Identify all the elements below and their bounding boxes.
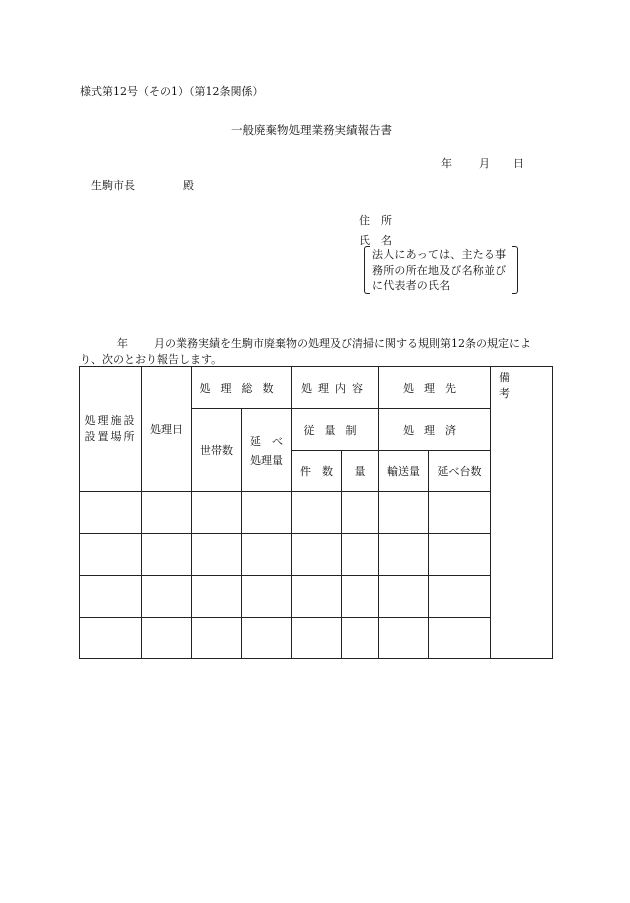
table-row	[80, 618, 553, 659]
body-text-line1	[117, 335, 531, 351]
corporate-note-text: 法人にあっては、主たる事務所の所在地及び名称並びに代表者の氏名	[372, 248, 507, 292]
transport-header: 輸送量	[379, 451, 429, 492]
body-year: 年	[117, 337, 128, 350]
households-header: 世帯数	[192, 409, 242, 492]
corporate-note	[364, 246, 518, 294]
date-header: 処理日	[142, 367, 192, 492]
date-day: 日	[513, 157, 524, 170]
processed-header: 処理済	[379, 409, 491, 451]
body-text-line2: り、次のとおり報告します。	[80, 353, 223, 366]
form-number: 様式第12号（その1）（第12条関係）	[80, 85, 264, 98]
count-header: 件 数	[292, 451, 342, 492]
address-label: 住 所	[359, 214, 392, 227]
report-table	[79, 366, 553, 659]
destination-header: 処理先	[379, 367, 491, 409]
metered-header: 従量制	[292, 409, 379, 451]
date-month: 月	[479, 157, 490, 170]
table-row	[80, 576, 553, 618]
right-bracket	[512, 246, 518, 294]
total-amount-header: 延 べ 処理量	[242, 409, 292, 492]
body-text-rest: 月の業務実績を生駒市廃棄物の処理及び清掃に関する規則第12条の規定によ	[154, 337, 531, 350]
total-header: 処理総数	[192, 367, 292, 409]
left-bracket	[364, 246, 370, 294]
addressee-name: 生駒市長	[91, 179, 135, 192]
remarks-header: 備考	[491, 367, 553, 659]
addressee	[91, 177, 194, 193]
vehicles-header: 延べ台数	[429, 451, 491, 492]
addressee-honorific: 殿	[183, 179, 194, 192]
amount-header: 量	[342, 451, 379, 492]
date-year: 年	[441, 157, 452, 170]
document-title: 一般廃棄物処理業務実績報告書	[231, 123, 392, 137]
content-header: 処理内容	[292, 367, 379, 409]
table-row	[80, 492, 553, 534]
table-row	[80, 534, 553, 576]
name-label: 氏 名	[359, 234, 392, 247]
facility-header: 処理施設設置場所	[80, 367, 142, 492]
